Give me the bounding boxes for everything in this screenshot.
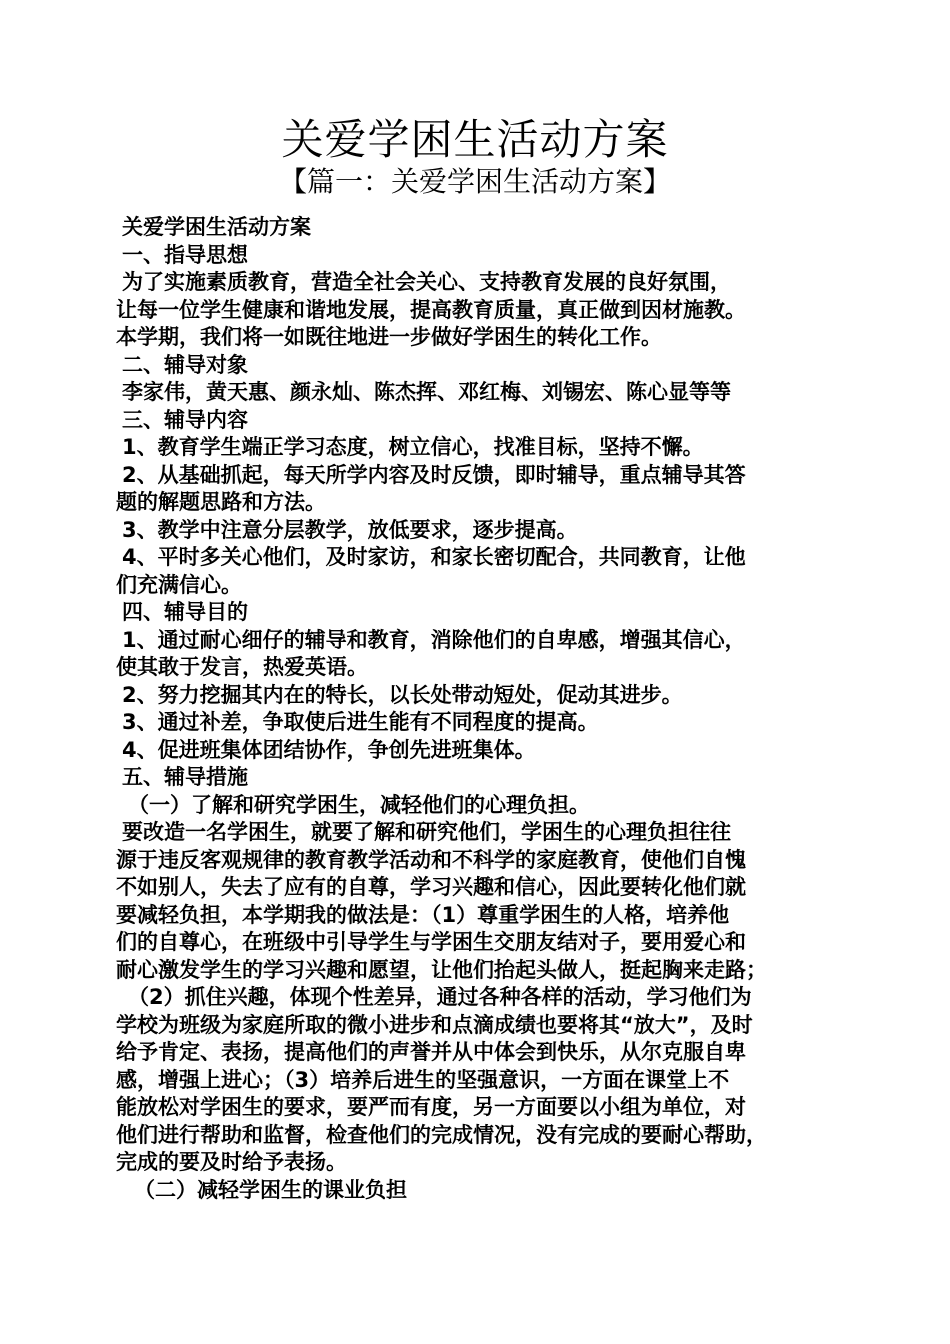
- paragraph-line: 1、通过耐心细仔的辅导和教育，消除他们的自卑感，增强其信心，: [122, 627, 746, 652]
- paragraph-line: 们充满信心。: [116, 572, 242, 597]
- section-heading: 五、辅导措施: [122, 765, 248, 789]
- paragraph-line: 源于违反客观规律的教育教学活动和不科学的家庭教育，使他们自愧: [116, 847, 746, 872]
- paragraph-line: 3、通过补差，争取使后进生能有不同程度的提高。: [122, 710, 599, 734]
- paragraph-line: 4、平时多关心他们，及时家访，和家长密切配合，共同教育，让他: [122, 545, 746, 569]
- paragraph-line: 要减轻负担，本学期我的做法是：（1）尊重学困生的人格，培养他: [116, 902, 730, 927]
- paragraph-line: 们的自尊心，在班级中引导学生与学困生交朋友结对子，要用爱心和: [116, 930, 746, 954]
- paragraph-line: 1、教育学生端正学习态度，树立信心，找准目标，坚持不懈。: [122, 435, 704, 459]
- paragraph-line: （2）抓住兴趣，体现个性差异，通过各种各样的活动，学习他们为: [128, 985, 752, 1009]
- paragraph-line: 能放松对学困生的要求，要严而有度，另一方面要以小组为单位，对: [116, 1095, 746, 1119]
- paragraph-line: 感，增强上进心；（3）培养后进生的坚强意识，一方面在课堂上不: [116, 1067, 730, 1092]
- paragraph-line: 为了实施素质教育，营造全社会关心、支持教育发展的良好氛围，: [122, 270, 731, 294]
- subsection-heading: （一）了解和研究学困生，减轻他们的心理负担。: [128, 792, 590, 817]
- paragraph-line: 耐心激发学生的学习兴趣和愿望，让他们抬起头做人，挺起胸来走路；: [116, 957, 767, 982]
- paragraph-line: 2、努力挖掘其内在的特长，以长处带动短处，促动其进步。: [122, 682, 683, 707]
- section-heading: 三、辅导内容: [122, 407, 248, 432]
- paragraph-line: 使其敢于发言，热爱英语。: [116, 655, 368, 679]
- paragraph-line: 本学期，我们将一如既往地进一步做好学困生的转化工作。: [116, 325, 662, 349]
- paragraph-line: 3、教学中注意分层教学，放低要求，逐步提高。: [122, 517, 578, 542]
- paragraph-line: 题的解题思路和方法。: [116, 490, 326, 514]
- paragraph-line: 4、促进班集体团结协作，争创先进班集体。: [122, 737, 536, 762]
- paragraph-line: 让每一位学生健康和谐地发展，提高教育质量，真正做到因材施教。: [116, 297, 746, 322]
- subsection-heading: （二）减轻学困生的课业负担: [134, 1177, 407, 1202]
- paragraph-line: 他们进行帮助和监督，检查他们的完成情况，没有完成的要耐心帮助，: [116, 1122, 767, 1147]
- section-heading: 二、辅导对象: [122, 352, 248, 377]
- paragraph-line: 2、从基础抓起，每天所学内容及时反馈，即时辅导，重点辅导其答: [122, 462, 746, 487]
- paragraph-line: 学校为班级为家庭所取的微小进步和点滴成绩也要将其“放大”，及时: [116, 1012, 753, 1037]
- section-heading: 四、辅导目的: [122, 600, 248, 624]
- document-body: [116, 214, 840, 1204]
- document-subtitle: 【篇一：关爱学困生活动方案】: [278, 165, 671, 198]
- paragraph-line: 李家伟，黄天惠、颜永灿、陈杰挥、邓红梅、刘锡宏、陈心显等等: [122, 380, 731, 404]
- paragraph-line: 不如别人，失去了应有的自尊，学习兴趣和信心，因此要转化他们就: [116, 875, 746, 899]
- paragraph-line: 给予肯定、表扬，提高他们的声誉并从中体会到快乐，从尔克服自卑: [116, 1040, 746, 1064]
- paragraph-line: 要改造一名学困生，就要了解和研究他们，学困生的心理负担往往: [122, 820, 731, 844]
- document-title: 关爱学困生活动方案: [281, 115, 669, 164]
- section-heading: 一、指导思想: [122, 242, 248, 267]
- paragraph-line: 完成的要及时给予表扬。: [116, 1150, 347, 1174]
- section-heading: 关爱学困生活动方案: [122, 215, 311, 239]
